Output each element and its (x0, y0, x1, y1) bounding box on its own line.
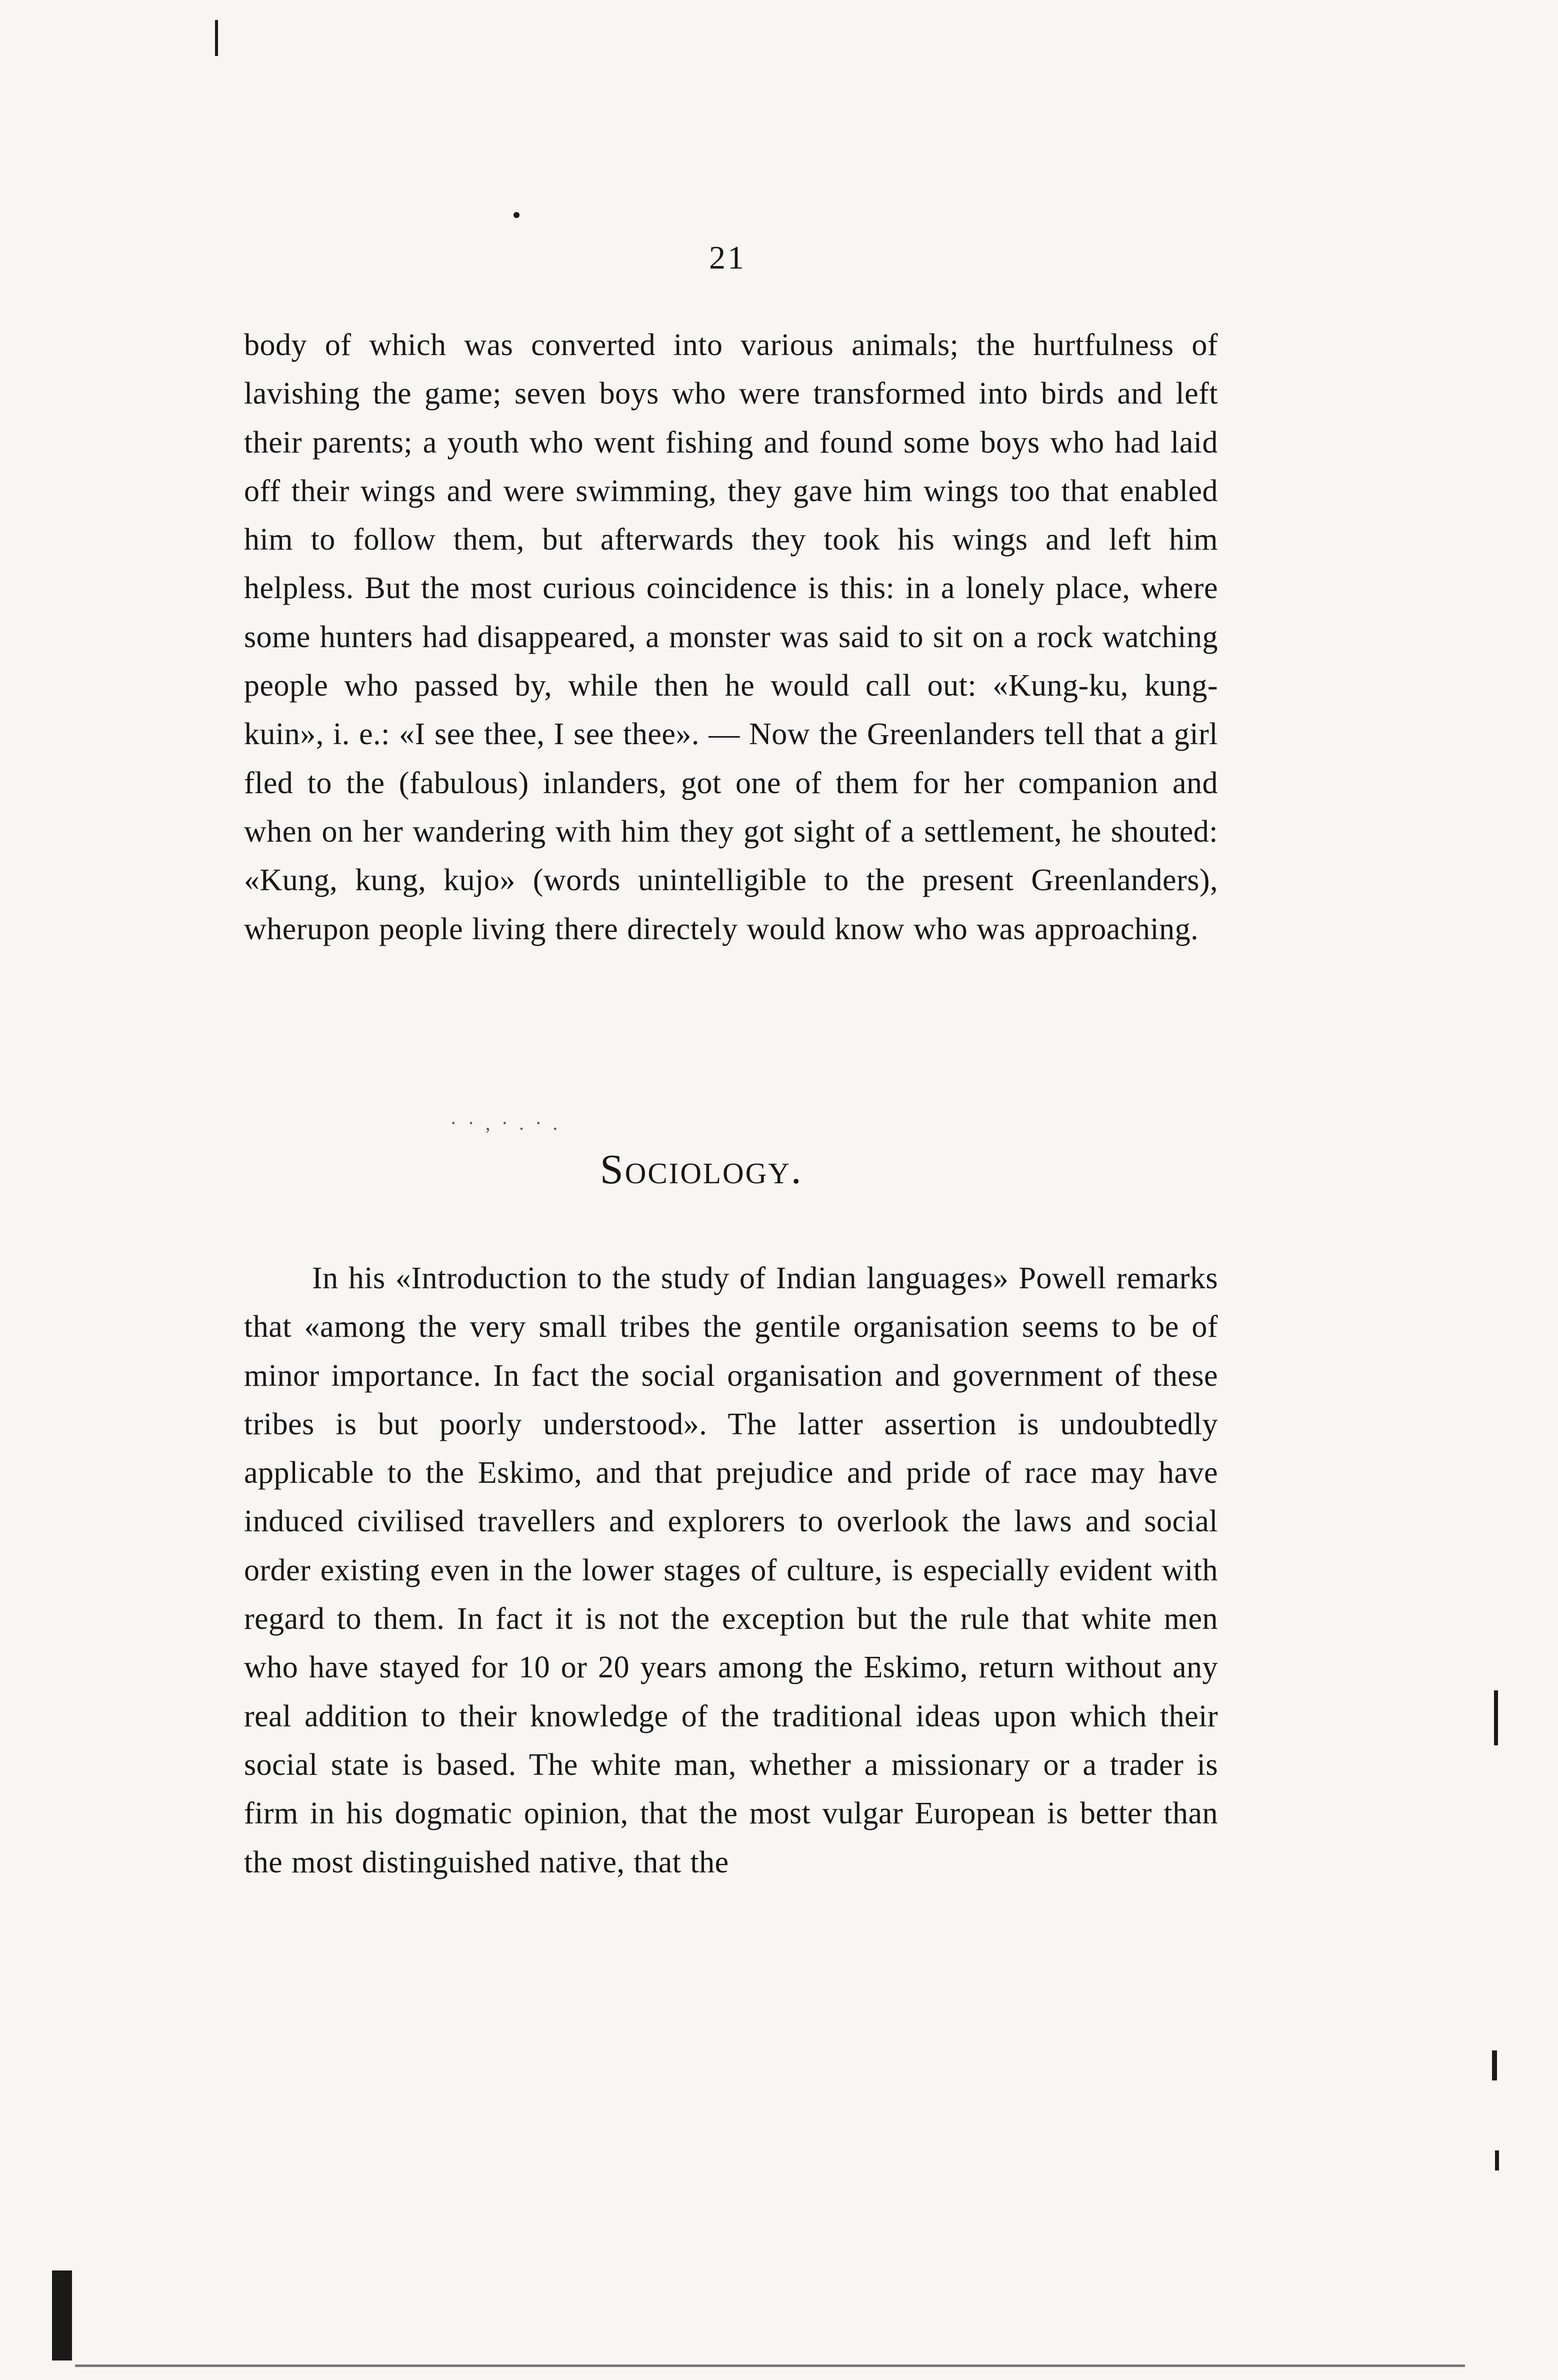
scan-mark-top-left (215, 20, 218, 56)
scan-mark-bottom-rule (75, 2364, 1465, 2367)
scan-mark-right-edge-3 (1495, 2150, 1499, 2170)
paragraph-sociology: In his «Introduction to the study of Indian languages» Powell remarks that «among the very small tribes the gentile organisation seems to be of minor importance. In fact the social organisation and government of these tribes is but poorly understood». The latter assertion is undoubtedly applicable to the Eskimo, and that prejudice and pride of race may have induced civilised travellers and explorers to overlook the laws and social order existing even in the lower stages of culture, is especially evident with regard to them. In fact it is not the exception but the rule that white men who have stayed for 10 or 20 years among the Eskimo, return without any real addition to their knowledge of the traditional ideas upon which their social state is based. The white man, whether a missionary or a trader is firm in his dogmatic opinion, that the most vulgar European is better than the most distinguished native, that the (244, 1261, 1218, 1879)
scan-mark-left-edge (52, 2270, 72, 2360)
page-text-bottom (244, 1254, 1218, 1887)
paragraph-continuation: body of which was converted into various animals; the hurtfulness of lavishing the game; seven boys who were transformed into birds and left their parents; a youth who went fishing and found some boys who had laid off their wings and were swimming, they gave him wings too that enabled him to follow them, but afterwards they took his wings and left him helpless. But the most curious coincidence is this: in a lonely place, where some hunters had disappeared, a monster was said to sit on a rock watching people who passed by, while then he would call out: «Kung-ku, kung-kuin», i. e.: «I see thee, I see thee». — Now the Greenlanders tell that a girl fled to the (fabulous) inlanders, got one of them for her companion and when on her wandering with him they got sight of a settlement, he shouted: «Kung, kung, kujo» (words unintelligible to the present Greenlanders), wherupon people living there directely would know who was approaching. (244, 328, 1218, 946)
section-heading-sociology: Sociology. (600, 1146, 803, 1193)
scan-mark-dot (514, 212, 520, 218)
page-number: 21 (709, 240, 746, 276)
scan-mark-right-edge-1 (1494, 1690, 1498, 1745)
scan-mark-right-edge-2 (1492, 2050, 1497, 2080)
page-text-top (244, 321, 1218, 954)
stray-marks: · · , · . · . (450, 1112, 561, 1134)
